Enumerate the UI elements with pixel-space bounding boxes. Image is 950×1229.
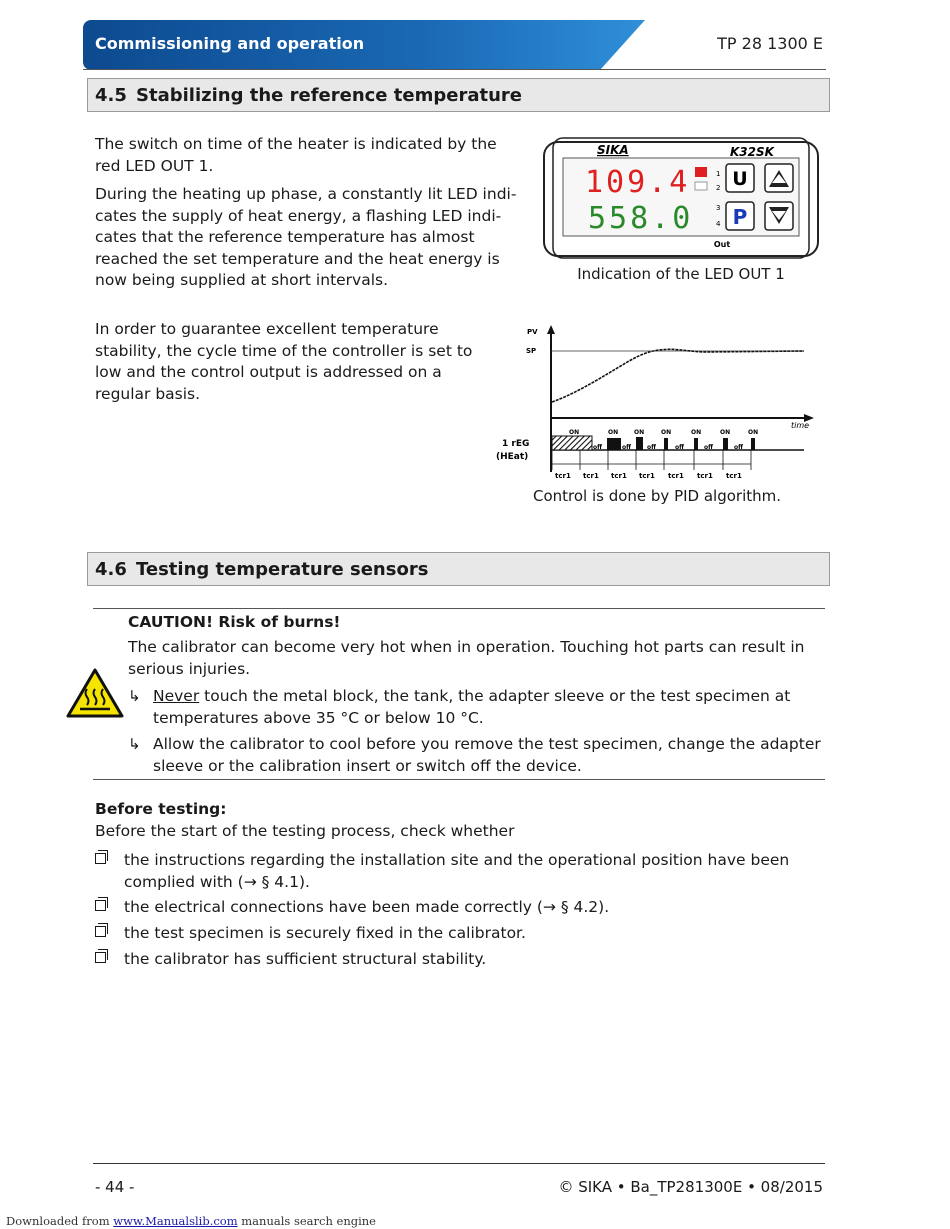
pulse-on xyxy=(723,438,728,450)
tcr-label: tcr1 xyxy=(555,472,571,480)
on-label: ON xyxy=(720,429,731,436)
led-out1-lit xyxy=(695,167,707,177)
warning-bottom-rule xyxy=(93,779,825,780)
controller-brand: SIKA xyxy=(597,143,629,157)
checklist-item: the calibrator has sufficient structural stability. xyxy=(95,948,825,970)
paragraph-heating-phase xyxy=(95,184,525,292)
section-number: 4.6 xyxy=(95,559,127,580)
led-num-2: 2 xyxy=(716,184,721,192)
text-line: cates the supply of heat energy, a flashing LED indi- xyxy=(95,206,502,225)
u-button-label: U xyxy=(732,168,748,190)
hooked-arrow-icon: ↳ xyxy=(128,687,141,705)
section-title: Testing temperature sensors xyxy=(136,559,429,580)
pulse-on xyxy=(607,438,621,450)
off-label: off xyxy=(647,444,656,451)
checklist-item: the instructions regarding the installation site and the operational position have been complied with (→ § 4.1). xyxy=(95,849,825,893)
tcr-label: tcr1 xyxy=(611,472,627,480)
checkbox-icon xyxy=(95,900,106,911)
off-label: off xyxy=(734,444,743,451)
tcr-label: tcr1 xyxy=(668,472,684,480)
text-line: regular basis. xyxy=(95,384,201,403)
paragraph-stability xyxy=(95,319,505,405)
process-value-curve xyxy=(552,349,804,402)
down-button xyxy=(765,202,793,230)
tcr-label: tcr1 xyxy=(726,472,742,480)
caution-item xyxy=(128,733,828,777)
header-divider xyxy=(83,69,826,70)
pv-readout: 109.4 xyxy=(585,165,691,200)
section-number: 4.5 xyxy=(95,85,127,106)
tcr-label: tcr1 xyxy=(697,472,713,480)
on-label: ON xyxy=(634,429,645,436)
pulse-on xyxy=(552,436,592,450)
download-suffix: manuals search engine xyxy=(237,1214,376,1228)
download-notice xyxy=(6,1214,376,1228)
on-label: ON xyxy=(691,429,702,436)
caution-text: The calibrator can become very hot when in operation. Touching hot parts can result in serious injuries. xyxy=(128,638,805,678)
tcr-label: tcr1 xyxy=(583,472,599,480)
out-label: Out xyxy=(713,240,731,249)
download-prefix: Downloaded from xyxy=(6,1214,114,1228)
hot-surface-warning-icon xyxy=(65,667,125,719)
led-num-4: 4 xyxy=(716,220,721,228)
off-label: off xyxy=(622,444,631,451)
led-num-3: 3 xyxy=(716,204,721,212)
text-line: cates that the reference temperature has almost xyxy=(95,228,475,246)
footer-copyright: © SIKA • Ba_TP281300E • 08/2015 xyxy=(558,1178,823,1196)
sp-label: SP xyxy=(526,347,537,355)
text-line: reached the set temperature and the heat energy is xyxy=(95,249,500,268)
checklist-item: the electrical connections have been made correctly (→ § 4.2). xyxy=(95,896,825,918)
reg-label-1: 1 rEG xyxy=(502,439,530,449)
caution-item-text: Allow the calibrator to cool before you remove the test specimen, change the adapter sleeve or the calibration insert or switch off the device. xyxy=(153,735,821,775)
text-line: low and the control output is addressed on a xyxy=(95,363,442,381)
on-label: ON xyxy=(569,429,580,436)
footer-divider xyxy=(93,1163,825,1164)
off-label: off xyxy=(675,444,684,451)
manualslib-link[interactable]: www.Manualslib.com xyxy=(113,1214,238,1228)
p-button-label: P xyxy=(732,205,748,229)
pulse-on xyxy=(664,438,668,450)
checkbox-icon xyxy=(95,853,106,864)
on-label: ON xyxy=(608,429,619,436)
pulse-on xyxy=(751,438,755,450)
led-num-1: 1 xyxy=(716,170,721,178)
before-testing-title: Before testing: xyxy=(95,800,227,818)
hooked-arrow-icon: ↳ xyxy=(128,735,141,753)
checkbox-icon xyxy=(95,952,106,963)
pulse-on xyxy=(636,437,643,450)
controller-model: K32SK xyxy=(730,145,774,159)
caption-led-out: Indication of the LED OUT 1 xyxy=(577,265,785,283)
paragraph-led-out: The switch on time of the heater is indicated by the red LED OUT 1. xyxy=(95,135,497,175)
text-line: now being supplied at short intervals. xyxy=(95,271,389,289)
checklist-item: the test specimen is securely fixed in the calibrator. xyxy=(95,922,825,944)
page-number: - 44 - xyxy=(95,1178,135,1196)
led-out2-off xyxy=(695,182,707,190)
sp-readout: 558.0 xyxy=(588,201,694,236)
before-testing-intro: Before the start of the testing process, check whether xyxy=(95,822,515,840)
header-doc-number: TP 28 1300 E xyxy=(717,34,823,53)
off-label: off xyxy=(704,444,713,451)
reg-label-2: (HEat) xyxy=(496,452,529,462)
off-label: off xyxy=(593,444,602,451)
caution-title: CAUTION! Risk of burns! xyxy=(128,613,341,631)
header-section-title: Commissioning and operation xyxy=(95,34,365,53)
on-label: ON xyxy=(661,429,672,436)
text-line: During the heating up phase, a constantly lit LED indi- xyxy=(95,185,517,203)
y-axis-arrow-icon xyxy=(547,325,555,334)
pv-label: PV xyxy=(527,328,538,336)
caution-item xyxy=(128,685,828,729)
warning-top-rule xyxy=(93,608,825,609)
pid-control-diagram xyxy=(494,322,820,482)
caption-pid: Control is done by PID algorithm. xyxy=(532,487,782,505)
section-heading-4-5 xyxy=(87,78,830,112)
controller-display-figure xyxy=(541,136,821,260)
time-label: time xyxy=(791,421,810,430)
caution-item-text: touch the metal block, the tank, the adapter sleeve or the test specimen at temperatures above 35 °C or below 10 °C. xyxy=(153,687,791,727)
text-line: In order to guarantee excellent temperature xyxy=(95,320,439,338)
tcr-label: tcr1 xyxy=(639,472,655,480)
never-emphasis: Never xyxy=(153,687,200,705)
pulse-on xyxy=(694,438,698,450)
section-heading-4-6 xyxy=(87,552,830,586)
on-label: ON xyxy=(748,429,759,436)
up-button xyxy=(765,164,793,192)
text-line: stability, the cycle time of the controller is set to xyxy=(95,341,473,360)
checkbox-icon xyxy=(95,926,106,937)
section-title: Stabilizing the reference temperature xyxy=(136,85,522,106)
